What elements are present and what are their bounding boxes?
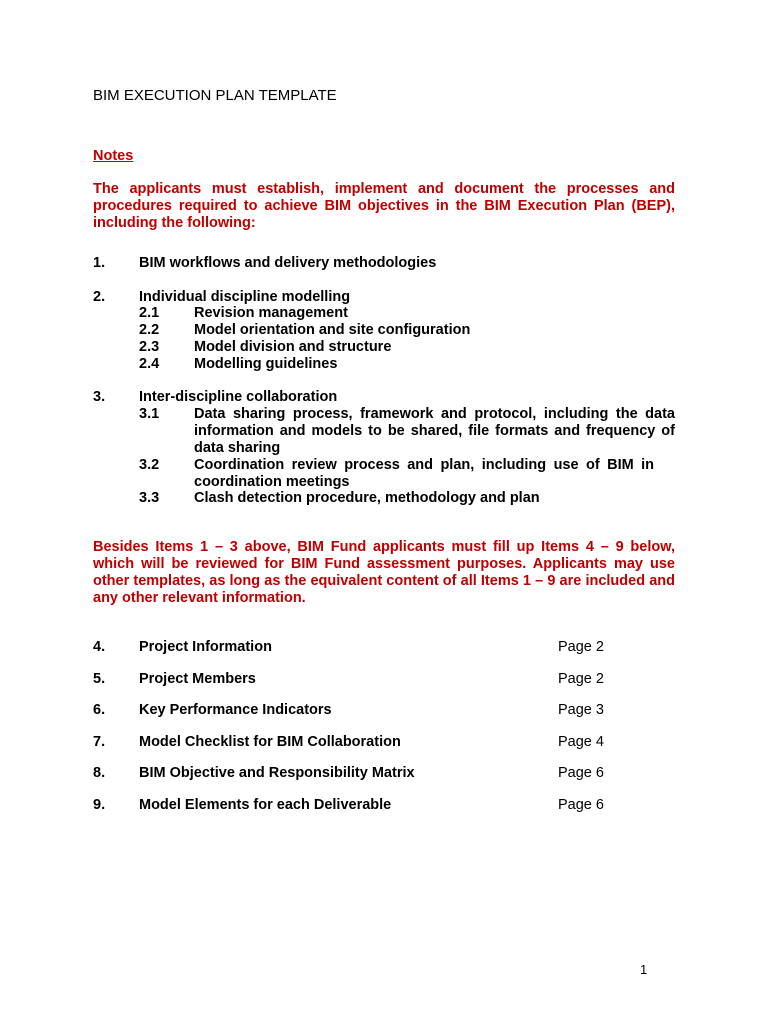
toc-label: BIM Objective and Responsibility Matrix (139, 765, 415, 781)
page-number: 1 (640, 962, 648, 977)
besides-paragraph: Besides Items 1 – 3 above, BIM Fund applicants must fill up Items 4 – 9 below, which will be reviewed for BIM Fund assessment purposes. Applicants may use other templates, as long as the equivalent content of all Items 1 – 9 are included and any other relevant information. (93, 539, 675, 606)
item-number: 1. (93, 255, 106, 271)
sub-item-label: Modelling guidelines (194, 356, 338, 372)
toc-label: Key Performance Indicators (139, 702, 332, 718)
item-label: Inter-discipline collaboration (139, 389, 338, 405)
notes-heading: Notes (93, 148, 134, 164)
sub-item-number: 3.2 (139, 457, 160, 473)
toc-page-ref: Page 2 (558, 671, 604, 687)
item-number: 2. (93, 289, 106, 305)
sub-item-label: Revision management (194, 305, 348, 321)
toc-label: Model Elements for each Deliverable (139, 797, 392, 813)
sub-item-number: 2.4 (139, 356, 160, 372)
toc-number: 4. (93, 639, 106, 655)
toc-label: Project Members (139, 671, 256, 687)
toc-number: 5. (93, 671, 106, 687)
toc-page-ref: Page 3 (558, 702, 604, 718)
toc-label: Model Checklist for BIM Collaboration (139, 734, 401, 750)
sub-item-label: Clash detection procedure, methodology and plan (194, 490, 540, 506)
item-number: 3. (93, 389, 106, 405)
sub-item-label: Model division and structure (194, 339, 392, 355)
sub-item-number: 2.3 (139, 339, 160, 355)
toc-page-ref: Page 4 (558, 734, 604, 750)
toc-number: 7. (93, 734, 106, 750)
sub-item-number: 2.2 (139, 322, 160, 338)
item-label: BIM workflows and delivery methodologies (139, 255, 437, 271)
sub-item-number: 3.3 (139, 490, 160, 506)
sub-item-number: 2.1 (139, 305, 160, 321)
sub-item-label: Model orientation and site configuration (194, 322, 471, 338)
toc-page-ref: Page 2 (558, 639, 604, 655)
sub-item-label: Data sharing process, framework and protocol, including the data information and models to be shared, file formats and frequency of data sharing (194, 406, 675, 456)
toc-label: Project Information (139, 639, 272, 655)
sub-item-label: Coordination review process and plan, including use of BIM in coordination meetings (194, 457, 654, 490)
toc-number: 9. (93, 797, 106, 813)
toc-page-ref: Page 6 (558, 765, 604, 781)
toc-page-ref: Page 6 (558, 797, 604, 813)
intro-paragraph: The applicants must establish, implement and document the processes and procedures required to achieve BIM objectives in the BIM Execution Plan (BEP), including the following: (93, 181, 675, 231)
sub-item-number: 3.1 (139, 406, 160, 422)
toc-number: 8. (93, 765, 106, 781)
toc-number: 6. (93, 702, 106, 718)
document-title: BIM EXECUTION PLAN TEMPLATE (93, 87, 337, 104)
item-label: Individual discipline modelling (139, 289, 351, 305)
